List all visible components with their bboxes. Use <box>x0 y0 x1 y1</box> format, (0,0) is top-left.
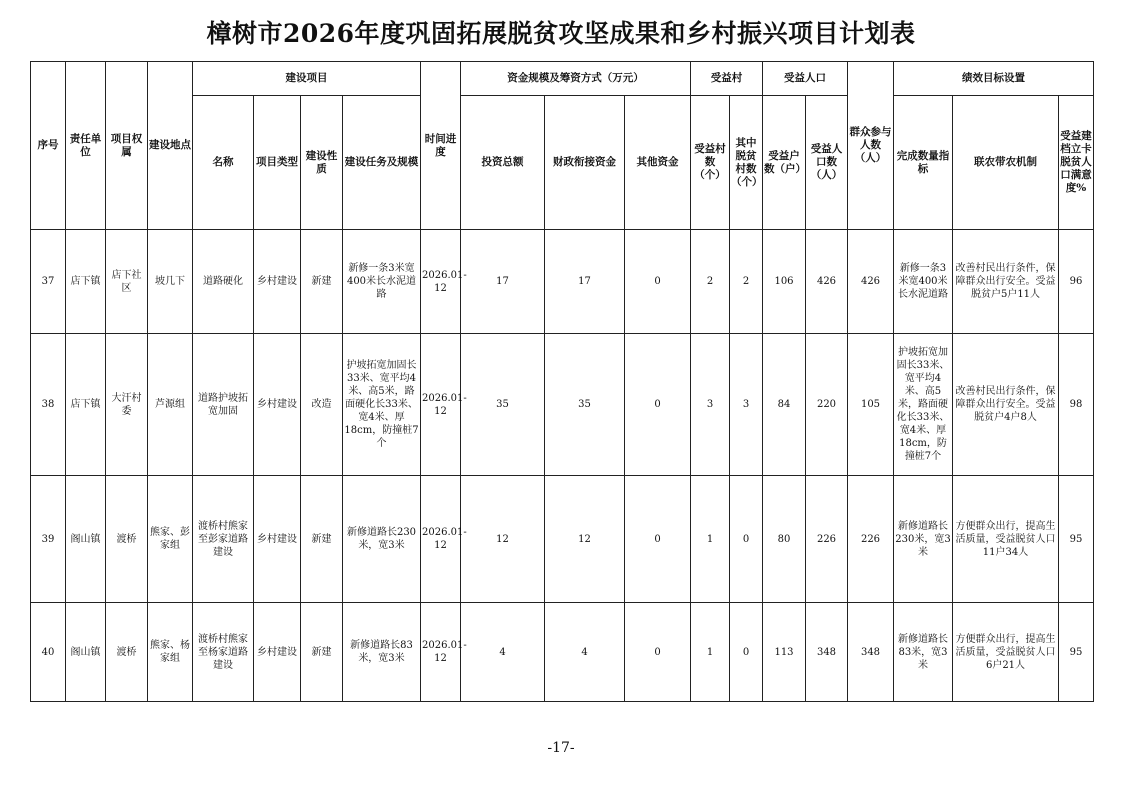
header-project-group: 建设项目 <box>193 62 421 96</box>
cell-persons: 426 <box>806 230 848 334</box>
cell-seq: 39 <box>31 476 66 603</box>
cell-type: 乡村建设 <box>254 230 301 334</box>
cell-type: 乡村建设 <box>254 476 301 603</box>
cell-seq: 40 <box>31 603 66 702</box>
cell-owner: 店下社区 <box>106 230 148 334</box>
table-row <box>31 334 1094 476</box>
cell-seq: 37 <box>31 230 66 334</box>
cell-location: 芦源组 <box>148 334 193 476</box>
header-seq: 序号 <box>31 62 66 230</box>
cell-villages: 1 <box>691 603 730 702</box>
header-villages: 受益村数（个） <box>691 96 730 230</box>
cell-other: 0 <box>625 230 691 334</box>
header-nature: 建设性质 <box>301 96 343 230</box>
header-village-group: 受益村 <box>691 62 763 96</box>
cell-task: 新修道路长83米，宽3米 <box>343 603 421 702</box>
header-quantity: 完成数量指标 <box>894 96 953 230</box>
cell-fiscal: 12 <box>545 476 625 603</box>
cell-total: 35 <box>461 334 545 476</box>
cell-owner: 渡桥 <box>106 603 148 702</box>
cell-fiscal: 4 <box>545 603 625 702</box>
cell-mechanism: 方便群众出行，提高生活质量，受益脱贫人口11户34人 <box>953 476 1059 603</box>
header-name: 名称 <box>193 96 254 230</box>
cell-fiscal: 17 <box>545 230 625 334</box>
table-row <box>31 603 1094 702</box>
cell-schedule: 2026.01-12 <box>421 334 461 476</box>
cell-villages: 1 <box>691 476 730 603</box>
cell-nature: 新建 <box>301 603 343 702</box>
cell-persons: 226 <box>806 476 848 603</box>
cell-nature: 新建 <box>301 230 343 334</box>
cell-other: 0 <box>625 603 691 702</box>
cell-masses: 348 <box>848 603 894 702</box>
table-row <box>31 476 1094 603</box>
cell-total: 17 <box>461 230 545 334</box>
cell-quantity: 新修道路长83米，宽3米 <box>894 603 953 702</box>
header-poor-villages: 其中脱贫村数（个） <box>730 96 763 230</box>
cell-masses: 226 <box>848 476 894 603</box>
cell-households: 106 <box>763 230 806 334</box>
cell-name: 渡桥村熊家至杨家道路建设 <box>193 603 254 702</box>
cell-poor-villages: 0 <box>730 476 763 603</box>
header-schedule: 时间进度 <box>421 62 461 230</box>
header-pop-group: 受益人口 <box>763 62 848 96</box>
cell-households: 80 <box>763 476 806 603</box>
cell-households: 84 <box>763 334 806 476</box>
cell-schedule: 2026.01-12 <box>421 603 461 702</box>
cell-type: 乡村建设 <box>254 603 301 702</box>
cell-other: 0 <box>625 334 691 476</box>
cell-households: 113 <box>763 603 806 702</box>
cell-villages: 3 <box>691 334 730 476</box>
header-perf-group: 绩效目标设置 <box>894 62 1094 96</box>
cell-schedule: 2026.01-12 <box>421 230 461 334</box>
cell-owner: 渡桥 <box>106 476 148 603</box>
cell-location: 熊家、彭家组 <box>148 476 193 603</box>
cell-quantity: 护坡拓宽加固长33米、宽平均4米、高5米，路面硬化长33米、宽4米、厚18cm，防撞桩7个 <box>894 334 953 476</box>
header-other: 其他资金 <box>625 96 691 230</box>
cell-fiscal: 35 <box>545 334 625 476</box>
header-masses: 群众参与人数（人） <box>848 62 894 230</box>
cell-satisfaction: 95 <box>1059 476 1094 603</box>
header-persons: 受益人口数（人） <box>806 96 848 230</box>
header-type: 项目类型 <box>254 96 301 230</box>
cell-nature: 新建 <box>301 476 343 603</box>
cell-mechanism: 改善村民出行条件，保障群众出行安全。受益脱贫户4户8人 <box>953 334 1059 476</box>
header-task: 建设任务及规模 <box>343 96 421 230</box>
project-plan-table <box>30 61 1094 702</box>
cell-total: 4 <box>461 603 545 702</box>
cell-name: 渡桥村熊家至彭家道路建设 <box>193 476 254 603</box>
cell-task: 护坡拓宽加固长33米、宽平均4米、高5米，路面硬化长33米、宽4米、厚18cm，防撞桩7个 <box>343 334 421 476</box>
cell-other: 0 <box>625 476 691 603</box>
cell-unit: 阁山镇 <box>66 603 106 702</box>
cell-unit: 阁山镇 <box>66 476 106 603</box>
cell-masses: 105 <box>848 334 894 476</box>
cell-task: 新修一条3米宽400米长水泥道路 <box>343 230 421 334</box>
header-households: 受益户数（户） <box>763 96 806 230</box>
cell-mechanism: 方便群众出行，提高生活质量，受益脱贫人口6户21人 <box>953 603 1059 702</box>
cell-schedule: 2026.01-12 <box>421 476 461 603</box>
cell-persons: 348 <box>806 603 848 702</box>
cell-mechanism: 改善村民出行条件，保障群众出行安全。受益脱贫户5户11人 <box>953 230 1059 334</box>
cell-name: 道路硬化 <box>193 230 254 334</box>
cell-owner: 大汗村委 <box>106 334 148 476</box>
header-owner: 项目权属 <box>106 62 148 230</box>
cell-satisfaction: 96 <box>1059 230 1094 334</box>
header-fiscal: 财政衔接资金 <box>545 96 625 230</box>
cell-unit: 店下镇 <box>66 334 106 476</box>
cell-nature: 改造 <box>301 334 343 476</box>
cell-quantity: 新修一条3米宽400米长水泥道路 <box>894 230 953 334</box>
cell-satisfaction: 98 <box>1059 334 1094 476</box>
cell-task: 新修道路长230米，宽3米 <box>343 476 421 603</box>
cell-persons: 220 <box>806 334 848 476</box>
header-location: 建设地点 <box>148 62 193 230</box>
table-row <box>31 230 1094 334</box>
page-title: 樟树市2026年度巩固拓展脱贫攻坚成果和乡村振兴项目计划表 <box>206 19 916 48</box>
cell-unit: 店下镇 <box>66 230 106 334</box>
header-total: 投资总额 <box>461 96 545 230</box>
cell-quantity: 新修道路长230米，宽3米 <box>894 476 953 603</box>
cell-satisfaction: 95 <box>1059 603 1094 702</box>
cell-type: 乡村建设 <box>254 334 301 476</box>
cell-masses: 426 <box>848 230 894 334</box>
header-satisfaction: 受益建档立卡脱贫人口满意度% <box>1059 96 1094 230</box>
header-unit: 责任单位 <box>66 62 106 230</box>
cell-poor-villages: 2 <box>730 230 763 334</box>
cell-location: 坡几下 <box>148 230 193 334</box>
cell-seq: 38 <box>31 334 66 476</box>
cell-location: 熊家、杨家组 <box>148 603 193 702</box>
cell-name: 道路护坡拓宽加固 <box>193 334 254 476</box>
cell-total: 12 <box>461 476 545 603</box>
page-number: -17- <box>547 740 575 756</box>
cell-villages: 2 <box>691 230 730 334</box>
header-mechanism: 联农带农机制 <box>953 96 1059 230</box>
cell-poor-villages: 0 <box>730 603 763 702</box>
cell-poor-villages: 3 <box>730 334 763 476</box>
header-row-1 <box>31 62 1094 96</box>
header-fund-group: 资金规模及筹资方式（万元） <box>461 62 691 96</box>
